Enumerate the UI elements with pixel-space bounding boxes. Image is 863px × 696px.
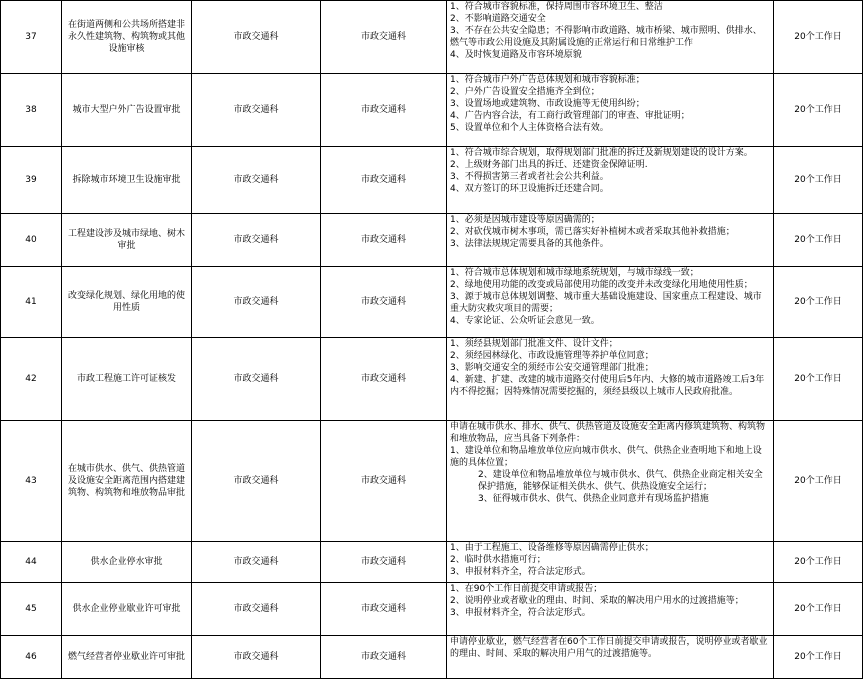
conditions-cell xyxy=(447,147,774,214)
condition-line: 4、广告内容合法，有工商行政管理部门的审查、审批证明； xyxy=(450,111,690,121)
condition-line: 3、申报材料齐全，符合法定形式。 xyxy=(450,608,591,618)
condition-line: 3、申报材料齐全，符合法定形式。 xyxy=(450,567,591,577)
condition-line: 2、不影响道路交通安全 xyxy=(450,14,546,24)
condition-line: 3、影响交通安全的须经市公安交通管理部门批准； xyxy=(450,363,654,373)
condition-line: 1、符合城市综合规划，取得规划部门批准的拆迁及新规划建设的设计方案。 xyxy=(450,148,753,158)
condition-line: 2、须经园林绿化、市政设施管理等养护单位同意； xyxy=(450,351,654,361)
condition-line: 2、临时供水措施可行； xyxy=(450,555,546,565)
condition-line: 1、在90个工作日前提交申请或报告； xyxy=(450,584,603,594)
condition-line: 2、建设单位和物品堆放单位与城市供水、供气、供热企业商定相关安全保护措施，能够保证相关供水、供气、供热设施安全运行； xyxy=(478,470,763,492)
condition-line: 3、不得损害第三者或者社会公共利益。 xyxy=(450,172,609,182)
table-row xyxy=(1,147,863,214)
row-number: 43 xyxy=(1,421,62,542)
time-limit: 20个工作日 xyxy=(774,636,863,679)
responsible-department: 市政交通科 xyxy=(321,214,447,267)
conditions-cell xyxy=(447,583,774,636)
responsible-department: 市政交通科 xyxy=(321,338,447,421)
condition-line: 申请停业歇业，燃气经营者在60个工作日前提交申请或报告，说明停业或者歇业的理由、时间、采取的解决用户用气的过渡措施等。 xyxy=(450,637,768,659)
time-limit: 20个工作日 xyxy=(774,338,863,421)
handling-department: 市政交通科 xyxy=(192,214,321,267)
responsible-department: 市政交通科 xyxy=(321,267,447,338)
row-number: 45 xyxy=(1,583,62,636)
handling-department: 市政交通科 xyxy=(192,421,321,542)
row-number: 46 xyxy=(1,636,62,679)
item-name: 城市大型户外广告设置审批 xyxy=(62,74,192,147)
responsible-department: 市政交通科 xyxy=(321,636,447,679)
condition-line: 3、征得城市供水、供气、供热企业同意并有现场监护措施 xyxy=(478,494,709,504)
conditions-cell xyxy=(447,214,774,267)
condition-line: 3、设置场地或建筑物、市政设施等无使用纠纷； xyxy=(450,99,645,109)
condition-line: 1、建设单位和物品堆放单位应向城市供水、供气、供热企业查明地下和地上设施的具体位置； xyxy=(450,446,762,468)
time-limit: 20个工作日 xyxy=(774,1,863,74)
table-row xyxy=(1,1,863,74)
row-number: 42 xyxy=(1,338,62,421)
item-name: 供水企业停水审批 xyxy=(62,542,192,583)
condition-line: 4、专家论证、公众听证会意见一致。 xyxy=(450,316,600,326)
responsible-department: 市政交通科 xyxy=(321,1,447,74)
table-row xyxy=(1,338,863,421)
handling-department: 市政交通科 xyxy=(192,542,321,583)
time-limit: 20个工作日 xyxy=(774,421,863,542)
time-limit: 20个工作日 xyxy=(774,583,863,636)
conditions-cell xyxy=(447,636,774,679)
time-limit: 20个工作日 xyxy=(774,74,863,147)
responsible-department: 市政交通科 xyxy=(321,542,447,583)
table-row xyxy=(1,74,863,147)
row-number: 44 xyxy=(1,542,62,583)
table-row xyxy=(1,583,863,636)
item-name: 供水企业停业歇业许可审批 xyxy=(62,583,192,636)
table-body xyxy=(1,1,863,679)
conditions-cell xyxy=(447,542,774,583)
condition-line: 1、由于工程施工、设备维修等原因确需停止供水； xyxy=(450,543,654,553)
condition-line: 3、源于城市总体规划调整、城市重大基础设施建设、国家重点工程建设、城市重大防灾救灾项目的需要； xyxy=(450,292,762,314)
handling-department: 市政交通科 xyxy=(192,1,321,74)
condition-line: 1、必须是因城市建设等原因确需的； xyxy=(450,215,600,225)
item-name: 在街道两侧和公共场所搭建非永久性建筑物、构筑物或其他设施审核 xyxy=(62,1,192,74)
conditions-cell xyxy=(447,267,774,338)
handling-department: 市政交通科 xyxy=(192,267,321,338)
table-row xyxy=(1,542,863,583)
responsible-department: 市政交通科 xyxy=(321,583,447,636)
handling-department: 市政交通科 xyxy=(192,636,321,679)
row-number: 37 xyxy=(1,1,62,74)
condition-line: 3、不存在公共安全隐患；不得影响市政道路、城市桥梁、城市照明、供排水、燃气等市政公用设施及其附属设施的正常运行和日常维护工作 xyxy=(450,26,762,48)
conditions-cell xyxy=(447,338,774,421)
condition-line: 2、绿地使用功能的改变或局部使用功能的改变并未改变绿化用地使用性质； xyxy=(450,280,753,290)
condition-line: 1、符合城市容貌标准，保持周围市容环境卫生、整洁 xyxy=(450,2,663,12)
table-row xyxy=(1,214,863,267)
item-name: 拆除城市环境卫生设施审批 xyxy=(62,147,192,214)
condition-line: 4、及时恢复道路及市容环境原貌 xyxy=(450,50,582,60)
time-limit: 20个工作日 xyxy=(774,147,863,214)
conditions-cell xyxy=(447,74,774,147)
responsible-department: 市政交通科 xyxy=(321,74,447,147)
item-name: 改变绿化规划、绿化用地的使用性质 xyxy=(62,267,192,338)
table-row xyxy=(1,421,863,542)
item-name: 燃气经营者停业歇业许可审批 xyxy=(62,636,192,679)
condition-line: 1、符合城市户外广告总体规划和城市容貌标准； xyxy=(450,75,645,85)
time-limit: 20个工作日 xyxy=(774,267,863,338)
condition-line: 1、须经县规划部门批准文件、设计文件； xyxy=(450,339,618,349)
item-name: 工程建设涉及城市绿地、树木审批 xyxy=(62,214,192,267)
time-limit: 20个工作日 xyxy=(774,214,863,267)
condition-line: 2、说明停业或者歇业的理由、时间、采取的解决用户用水的过渡措施等； xyxy=(450,596,744,606)
condition-line: 4、双方签订的环卫设施拆迁还建合同。 xyxy=(450,184,609,194)
table-row xyxy=(1,636,863,679)
condition-line: 申请在城市供水、排水、供气、供热管道及设施安全距离内修筑建筑物、构筑物和堆放物品，应当具备下列条件： xyxy=(450,422,766,444)
condition-line: 2、对砍伐城市树木事项，需已落实好补植树木或者采取其他补救措施； xyxy=(450,227,735,237)
row-number: 41 xyxy=(1,267,62,338)
condition-line: 1、符合城市总体规划和城市绿地系统规划，与城市绿线一致； xyxy=(450,268,699,278)
responsible-department: 市政交通科 xyxy=(321,421,447,542)
handling-department: 市政交通科 xyxy=(192,74,321,147)
condition-line: 4、新建、扩建、改建的城市道路交付使用后5年内、大修的城市道路竣工后3年内不得挖掘；因特殊情况需要挖掘的，须经县级以上城市人民政府批准。 xyxy=(450,375,765,397)
responsible-department: 市政交通科 xyxy=(321,147,447,214)
item-name: 市政工程施工许可证核发 xyxy=(62,338,192,421)
condition-line: 2、上级财务部门出具的拆迁、还建资金保障证明. xyxy=(450,160,648,170)
handling-department: 市政交通科 xyxy=(192,338,321,421)
row-number: 40 xyxy=(1,214,62,267)
condition-line: 2、户外广告设置安全措施齐全到位； xyxy=(450,87,600,97)
row-number: 38 xyxy=(1,74,62,147)
item-name: 在城市供水、供气、供热管道及设施安全距离范围内搭建建筑物、构筑物和堆放物品审批 xyxy=(62,421,192,542)
handling-department: 市政交通科 xyxy=(192,583,321,636)
condition-line: 5、设置单位和个人主体资格合法有效。 xyxy=(450,123,609,133)
conditions-cell xyxy=(447,421,774,542)
row-number: 39 xyxy=(1,147,62,214)
time-limit: 20个工作日 xyxy=(774,542,863,583)
table-row xyxy=(1,267,863,338)
conditions-cell xyxy=(447,1,774,74)
handling-department: 市政交通科 xyxy=(192,147,321,214)
condition-line: 3、法律法规规定需要具备的其他条件。 xyxy=(450,239,609,249)
